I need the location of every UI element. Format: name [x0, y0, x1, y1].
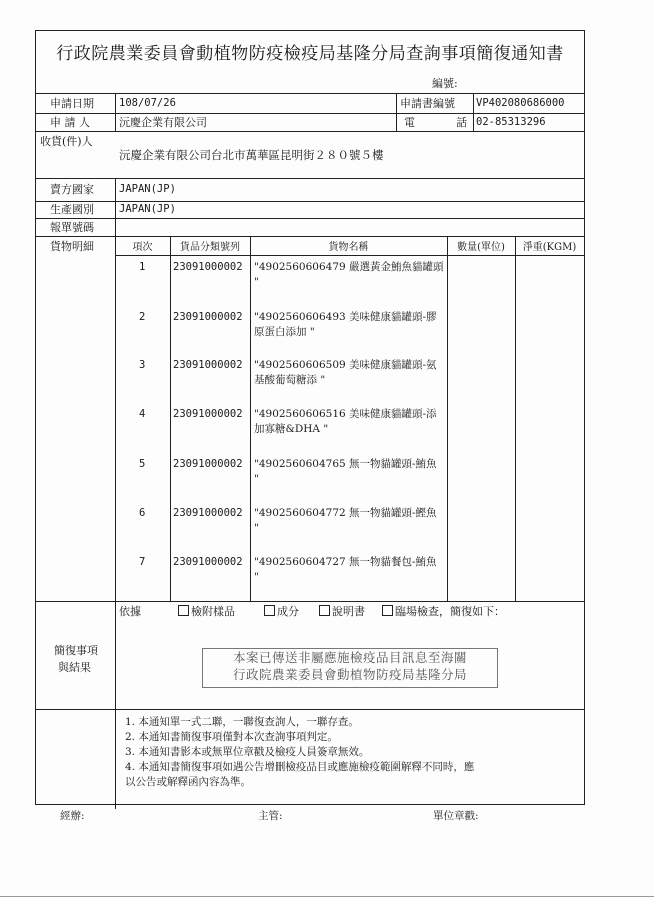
goods-header-name: 貨物名稱 — [328, 242, 369, 253]
goods-name: "4902560606493 美味健康貓罐頭-膠原蛋白添加 " — [254, 311, 437, 338]
goods-item-number: 3 — [139, 359, 146, 371]
seller-country-value: JAPAN(JP) — [119, 183, 176, 195]
reply-label-line1: 簡復事項 — [54, 644, 98, 657]
goods-item-number: 5 — [139, 458, 146, 470]
phone-label-2: 話 — [456, 116, 467, 129]
goods-item-number: 7 — [139, 556, 146, 568]
goods-item-number: 2 — [139, 311, 146, 323]
handler-label: 經辦: — [60, 810, 85, 822]
phone-label-1: 電 — [404, 116, 415, 129]
goods-code: 23091000002 — [173, 556, 243, 568]
applicant-value: 沅慶企業有限公司 — [119, 116, 207, 129]
serial-number-label: 編號: — [432, 77, 458, 90]
reply-label-line2: 與結果 — [58, 661, 91, 674]
phone-value: 02-85313296 — [476, 116, 546, 128]
goods-details-label: 貨物明細 — [50, 240, 94, 253]
official-stamp: 本案已傳送非屬應施檢疫品目訊息至海關 行政院農業委員會動植物防疫局基隆分局 — [202, 648, 498, 688]
goods-code: 23091000002 — [173, 408, 243, 420]
origin-country-value: JAPAN(JP) — [119, 203, 176, 215]
checkbox-icon — [178, 605, 189, 616]
goods-code: 23091000002 — [173, 359, 243, 371]
seller-country-label: 賣方國家 — [50, 183, 94, 196]
origin-country-label: 生產國別 — [50, 203, 94, 216]
option-attached-sample: 檢附樣品 — [178, 605, 235, 618]
goods-header-quantity: 數量(單位) — [457, 242, 505, 253]
goods-name: "4902560606509 美味健康貓罐頭-氨基酸葡萄糖添 " — [254, 359, 437, 386]
option-ingredients: 成分 — [264, 605, 299, 618]
supervisor-label: 主管: — [258, 810, 283, 822]
document-title: 行政院農業委員會動植物防疫檢疫局基隆分局查詢事項簡復通知書 — [56, 44, 564, 64]
goods-header-item: 項次 — [132, 242, 153, 253]
checkbox-icon — [264, 605, 275, 616]
goods-header-code: 貨品分類號列 — [180, 242, 240, 253]
unit-seal-label: 單位章戳: — [433, 810, 479, 822]
goods-code: 23091000002 — [173, 311, 243, 323]
option-instructions: 說明書 — [319, 605, 365, 618]
goods-name: "4902560606516 美味健康貓罐頭-添加寡糖&DHA " — [254, 408, 437, 435]
consignee-label: 收貨(件)人 — [40, 135, 93, 148]
reply-basis-label: 依據 — [119, 605, 141, 618]
goods-name: "4902560606479 嚴選黃金鮪魚貓罐頭 " — [254, 261, 444, 288]
checkbox-icon — [319, 605, 330, 616]
goods-name: "4902560604772 無一物貓罐頭-鰹魚 " — [254, 507, 437, 534]
goods-code: 23091000002 — [173, 261, 243, 273]
consignee-value: 沅慶企業有限公司台北市萬華區昆明街２８０號５樓 — [119, 148, 384, 162]
option-on-site-inspection: 臨場檢查，簡復如下： — [382, 605, 505, 618]
goods-code: 23091000002 — [173, 458, 243, 470]
note-4-continued: 以公告或解釋函內容為準。 — [125, 776, 251, 788]
goods-item-number: 6 — [139, 507, 146, 519]
goods-item-number: 4 — [139, 408, 146, 420]
application-number-value: VP402080686000 — [476, 97, 565, 109]
goods-item-number: 1 — [139, 261, 146, 273]
declaration-number-label: 報單號碼 — [50, 221, 94, 234]
apply-date-label: 申請日期 — [50, 97, 94, 110]
goods-code: 23091000002 — [173, 507, 243, 519]
goods-name: "4902560604765 無一物貓罐頭-鮪魚 " — [254, 458, 437, 485]
apply-date-value: 108/07/26 — [119, 97, 176, 109]
goods-name: "4902560604727 無一物貓餐包-鮪魚 " — [254, 556, 437, 583]
note-3: 3. 本通知書影本或無單位章戳及檢疫人員簽章無效。 — [125, 746, 370, 758]
checkbox-icon — [382, 605, 393, 616]
applicant-label: 申 請 人 — [50, 116, 90, 129]
application-number-label: 申請書編號 — [400, 97, 455, 110]
note-2: 2. 本通知書簡復事項僅對本次查詢事項判定。 — [125, 731, 338, 743]
note-1: 1. 本通知單一式二聯，一聯復查詢人，一聯存查。 — [125, 716, 359, 728]
notification-form — [35, 30, 585, 805]
goods-header-weight: 淨重(KGM) — [522, 242, 577, 253]
note-4: 4. 本通知書簡復事項如遇公告增刪檢疫品目或應施檢疫範圍解釋不同時，應 — [125, 761, 475, 773]
